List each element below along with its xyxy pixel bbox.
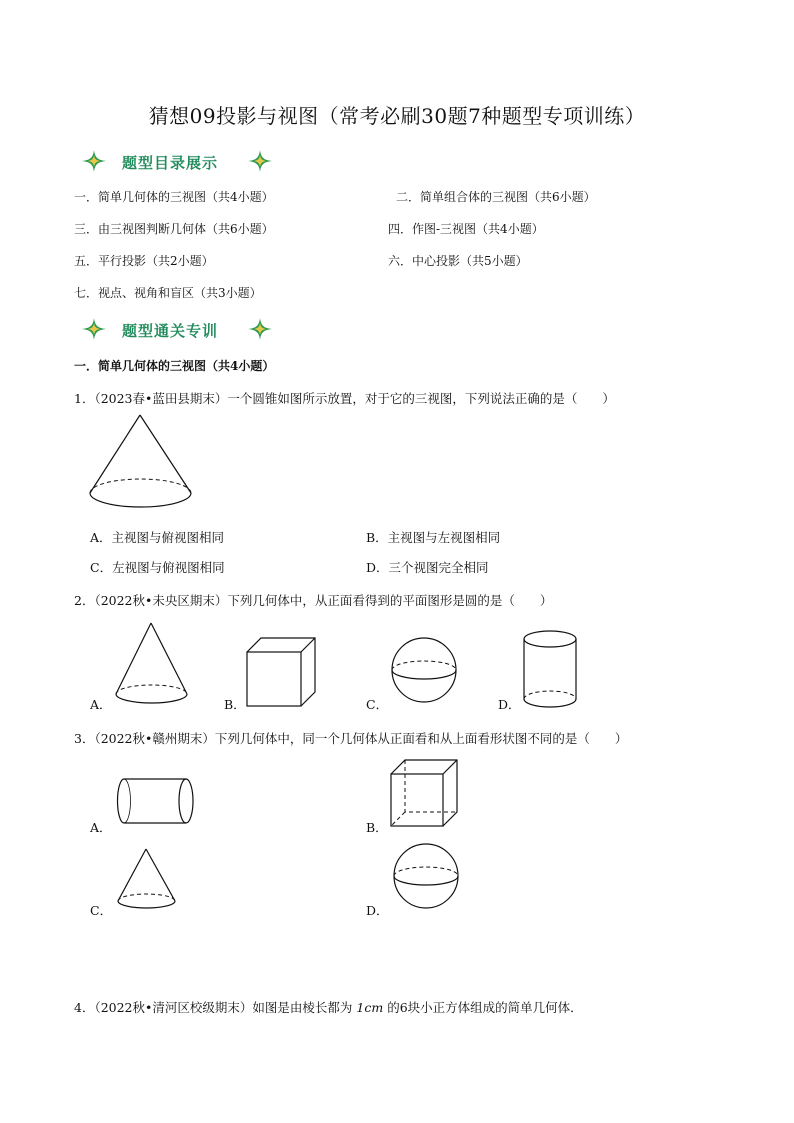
q4-suffix: 的6块小正方体组成的简单几何体．	[387, 1000, 583, 1015]
toc-item-5[interactable]: 五．平行投影（共2小题）	[74, 254, 214, 268]
sparkle-icon	[248, 150, 272, 172]
q1-option-a[interactable]: A．主视图与俯视图相同	[90, 530, 225, 545]
sphere-figure	[392, 842, 460, 910]
sphere-figure	[390, 636, 458, 704]
toc-item-4[interactable]: 四．作图-三视图（共4小题）	[388, 222, 544, 236]
sparkle-icon	[82, 318, 106, 340]
toc-item-3[interactable]: 三．由三视图判断几何体（共6小题）	[74, 222, 274, 236]
q1-option-d[interactable]: D．三个视图完全相同	[366, 560, 489, 575]
q2-label-a[interactable]: A．	[90, 697, 112, 712]
sparkle-icon	[248, 318, 272, 340]
q4-unit: 1cm	[356, 1000, 384, 1015]
q2-label-c[interactable]: C．	[366, 697, 389, 712]
toc-item-7[interactable]: 七．视点、视角和盲区（共3小题）	[74, 286, 262, 300]
question-1-text: 1．（2023春•蓝田县期末）一个圆锥如图所示放置，对于它的三视图，下列说法正确的是（ ）	[74, 391, 615, 406]
page-title: 猜想09投影与视图（常考必刷30题7种题型专项训练）	[148, 104, 646, 128]
q2-label-b[interactable]: B．	[224, 697, 246, 712]
train-heading: 题型通关专训	[122, 322, 219, 340]
horizontal-cylinder-figure	[116, 777, 196, 825]
toc-item-1[interactable]: 一．简单几何体的三视图（共4小题）	[74, 190, 274, 204]
question-4-text	[74, 998, 583, 1016]
q3-label-b[interactable]: B．	[366, 820, 388, 835]
cone-figure	[116, 848, 178, 912]
sparkle-icon	[82, 150, 106, 172]
question-3-text: 3．（2022秋•赣州期末）下列几何体中，同一个几何体从正面看和从上面看形状图不同的是（ ）	[74, 731, 628, 746]
toc-item-2[interactable]: 二．简单组合体的三视图（共6小题）	[396, 190, 596, 204]
q3-label-a[interactable]: A．	[90, 820, 112, 835]
subsection-heading: 一．简单几何体的三视图（共4小题）	[74, 359, 275, 373]
q2-label-d[interactable]: D．	[498, 697, 521, 712]
cube-figure	[246, 637, 318, 709]
cone-figure	[114, 622, 190, 706]
q4-prefix: 4．（2022秋•清河区校级期末）如图是由棱长都为	[74, 1000, 353, 1015]
q1-option-c[interactable]: C．左视图与俯视图相同	[90, 560, 225, 575]
cone-figure	[88, 413, 194, 513]
toc-heading: 题型目录展示	[122, 154, 219, 172]
cylinder-figure	[522, 629, 580, 711]
question-2-text: 2．（2022秋•未央区期末）下列几何体中，从正面看得到的平面图形是圆的是（ ）	[74, 593, 553, 608]
toc-item-6[interactable]: 六．中心投影（共5小题）	[388, 254, 528, 268]
cube-figure	[390, 759, 460, 829]
q1-option-b[interactable]: B．主视图与左视图相同	[366, 530, 501, 545]
q3-label-c[interactable]: C．	[90, 903, 113, 918]
q3-label-d[interactable]: D．	[366, 903, 389, 918]
